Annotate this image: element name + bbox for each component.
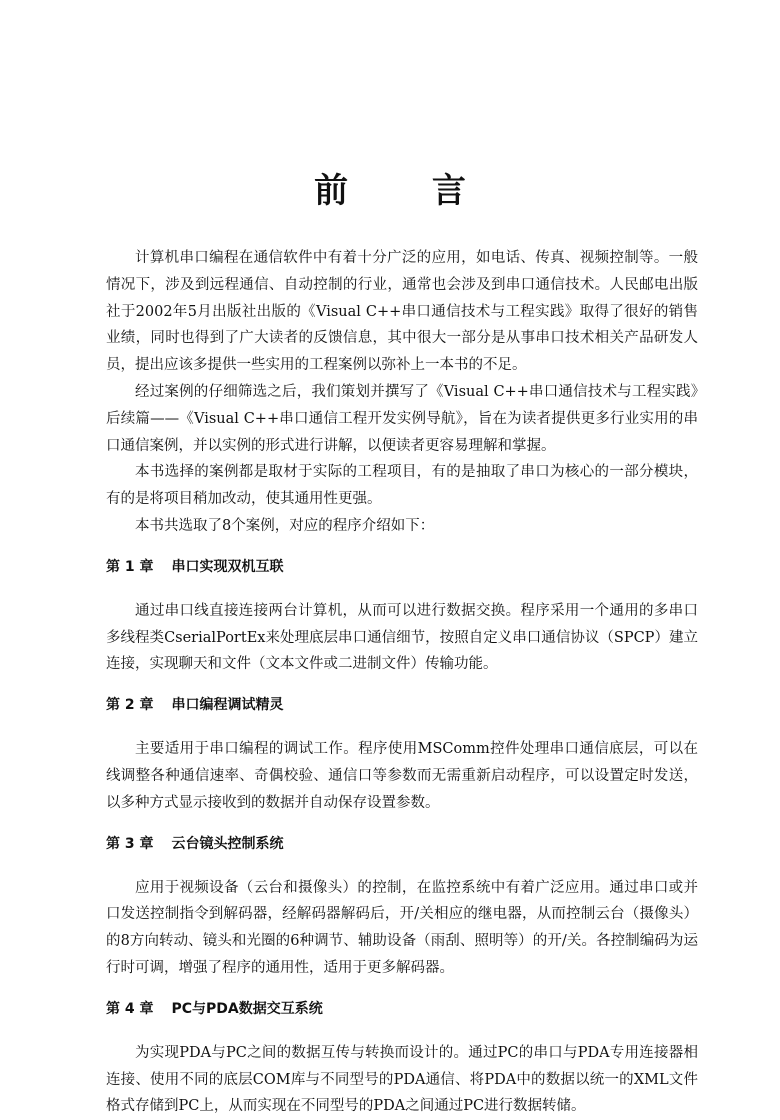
page-title: 前 言 — [314, 170, 502, 211]
chapter-number: 第 2 章 — [106, 697, 154, 714]
chapter-description: 为实现PDA与PC之间的数据互传与转换而设计的。通过PC的串口与PDA专用连接器相连接、使用不同的底层COM库与不同型号的PDA通信、将PDA中的数据以统一的XML文件格式存储到PC上，从而实现在不同型号的PDA之间通过PC进行数据转储。 — [106, 1044, 698, 1115]
spacer — [106, 678, 698, 686]
intro-paragraph-4: 本书共选取了8个案例，对应的程序介绍如下： — [135, 517, 435, 534]
chapter-description: 主要适用于串口编程的调试工作。程序使用MSComm控件处理串口通信底层，可以在线调整各种通信速率、奇偶校验、通信口等参数而无需重新启动程序，可以设置定时发送，以多种方式显示接收到的数据并自动保存设置参数。 — [106, 741, 698, 811]
spacer — [106, 982, 698, 990]
chapter-description: 应用于视频设备（云台和摄像头）的控制，在监控系统中有着广泛应用。通过串口或并口发送控制指令到解码器，经解码器解码后，开/关相应的继电器，从而控制云台（摄像头）的8方向转动、镜头和光圈的6种调节、辅助设备（雨刮、照明等）的开/关。各控制编码为运行时可调，增强了程序的通用性，适用于更多解码器。 — [106, 879, 698, 976]
chapter-title: 云台镜头控制系统 — [171, 835, 284, 852]
chapter-heading — [106, 556, 698, 578]
intro-paragraph-1: 计算机串口编程在通信软件中有着十分广泛的应用，如电话、传真、视频控制等。一般情况下，涉及到远程通信、自动控制的行业，通常也会涉及到串口通信技术。人民邮电出版社于2002年5月出版社出版的《Visual C++串口通信技术与工程实践》取得了很好的销售业绩，同时也得到了广大读者的反馈信息，其中很大一部分是从事串口技术相关产品研发人员，提出应该多提供一些实用的工程案例以弥补上一本书的不足。 — [106, 250, 698, 374]
chapter-heading — [106, 833, 698, 855]
chapter-title: PC与PDA数据交互系统 — [171, 1000, 323, 1017]
chapter-number: 第 4 章 — [106, 1000, 154, 1017]
intro-paragraph-2: 经过案例的仔细筛选之后，我们策划并撰写了《Visual C++串口通信技术与工程实践》后续篇——《Visual C++串口通信工程开发实例导航》，旨在为读者提供更多行业实用的串口通信案例，并以实例的形式进行讲解，以便读者更容易理解和掌握。 — [106, 383, 698, 454]
chapter-number: 第 1 章 — [106, 558, 154, 575]
chapter-4 — [106, 998, 698, 1120]
chapter-description: 通过串口线直接连接两台计算机，从而可以进行数据交换。程序采用一个通用的多串口多线程类CserialPortEx来处理底层串口通信细节，按照自定义串口通信协议（SPCP）建立连接，实现聊天和文件（文本文件或二进制文件）传输功能。 — [106, 602, 698, 673]
intro-paragraph-3: 本书选择的案例都是取材于实际的工程项目，有的是抽取了串口为核心的一部分模块，有的是将项目稍加改动，使其通用性更强。 — [106, 464, 698, 508]
chapter-heading — [106, 694, 698, 716]
body-text — [106, 245, 698, 1120]
chapter-title: 串口编程调试精灵 — [171, 697, 284, 714]
spacer — [106, 817, 698, 825]
chapter-3 — [106, 833, 698, 982]
chapter-heading — [106, 998, 698, 1020]
chapter-2 — [106, 694, 698, 816]
chapter-1 — [106, 556, 698, 678]
chapter-number: 第 3 章 — [106, 835, 154, 852]
spacer — [106, 540, 698, 548]
chapter-title: 串口实现双机互联 — [171, 558, 284, 575]
